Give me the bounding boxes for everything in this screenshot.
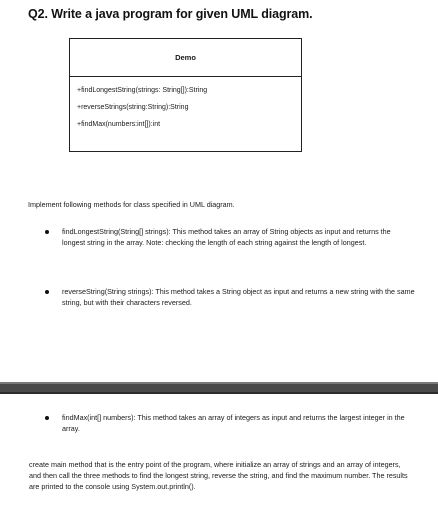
bullet-find-longest-string	[45, 226, 415, 248]
uml-method-find-max: +findMax(numbers:int[]):int	[77, 121, 161, 128]
bullet-text: findLongestString(String[] strings): This method takes an array of String objects as input and returns the longest string in the array. Note: checking the length of each string against the length of longest.	[62, 227, 391, 247]
uml-class-name: Demo	[70, 39, 301, 77]
bullet-dot-icon	[45, 230, 49, 234]
uml-methods-compartment	[70, 77, 301, 130]
bullet-dot-icon	[45, 290, 49, 294]
uml-method-reverse-strings: +reverseStrings(string:String):String	[77, 104, 189, 111]
bullet-text: findMax(int[] numbers): This method takes an array of integers as input and returns the largest integer in the array.	[62, 413, 405, 433]
bullet-dot-icon	[45, 416, 49, 420]
bullet-reverse-string	[45, 286, 415, 308]
bullet-find-max	[45, 412, 415, 434]
main-method-instructions: create main method that is the entry point of the program, where initialize an array of strings and an array of integers, and then call the three methods to find the longest string, reverse the string, and find the maximum number. The results are printed to the console using System.out.println().	[29, 460, 408, 491]
uml-method-find-longest-string: +findLongestString(strings: String[]):String	[77, 87, 208, 94]
bullet-text: reverseString(String strings): This method takes a String object as input and returns a new string with the same string, but with their characters reversed.	[62, 287, 415, 307]
page-divider	[0, 382, 438, 394]
instructions-intro: Implement following methods for class specified in UML diagram.	[28, 200, 235, 209]
question-heading: Q2. Write a java program for given UML diagram.	[28, 7, 313, 21]
uml-class-diagram	[69, 38, 302, 152]
